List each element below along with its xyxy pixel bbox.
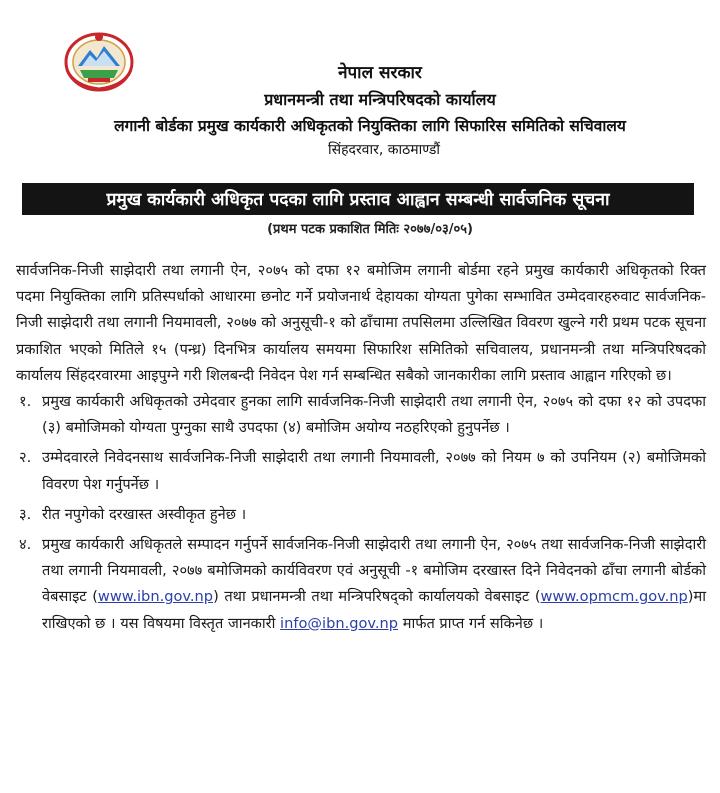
item-number: २.: [19, 449, 32, 467]
office-address: सिंहदरवार, काठमाण्डौं: [328, 142, 440, 158]
office-name: प्रधानमन्त्री तथा मन्त्रिपरिषदको कार्यालय: [264, 90, 496, 109]
secretariat-name: लगानी बोर्डका प्रमुख कार्यकारी अधिकृतको नियुक्तिका लागि सिफारिस समितिको सचिवालय: [114, 117, 626, 135]
opmcm-website-link[interactable]: www.opmcm.gov.np: [540, 588, 688, 606]
notice-header: [0, 0, 720, 165]
item-number: ४.: [19, 536, 32, 554]
item-text: रीत नपुगेको दरखास्त अस्वीकृत हुनेछ ।: [42, 505, 247, 523]
list-item: [16, 502, 706, 528]
item-text-part: ) तथा प्रधानमन्त्री तथा मन्त्रिपरिषद्को कार्यालयको वेबसाइट (: [213, 588, 541, 606]
item-text: उम्मेदवारले निवेदनसाथ सार्वजनिक-निजी साझेदारी तथा लगानी नियमावली, २०७७ को नियम ७ को उपनियम (२) बमोजिमको विवरण पेश गर्नुपर्नेछ ।: [42, 449, 706, 493]
info-email-link[interactable]: info@ibn.gov.np: [280, 614, 399, 632]
item-number: ३.: [19, 505, 32, 523]
list-item: [16, 389, 706, 441]
government-name: नेपाल सरकार: [338, 63, 422, 83]
list-item: [16, 532, 706, 637]
item-text-part: प्रमुख कार्यकारी अधिकृतले सम्पादन गर्नुपर्ने सार्वजनिक-निजी साझेदारी तथा लगानी ऐन, २०७५ तथा सार्वजनिक-निजी साझेदारी तथा लगानी नियमावली, २०७७ बमोजिमको कार्यविवरण एवं अनुसूची -१ बमोजिम दरखास्त दिने निवेदनको ढाँचा लगानी बोर्डको वेबसाइट (: [42, 536, 706, 606]
notice-title: प्रमुख कार्यकारी अधिकृत पदका लागि प्रस्ताव आह्वान सम्बन्धी सार्वजनिक सूचना: [22, 183, 694, 215]
notice-body: [16, 258, 706, 637]
item-text-part: )मा राखिएको छ । यस विषयमा विस्तृत जानकारी: [42, 588, 706, 632]
list-item: [16, 445, 706, 497]
item-number: १.: [19, 393, 32, 411]
publication-date: (प्रथम पटक प्रकाशित मितिः २०७७/०३/०५): [267, 222, 473, 237]
item-text: प्रमुख कार्यकारी अधिकृतको उमेदवार हुनका लागि सार्वजनिक-निजी साझेदारी तथा लगानी ऐन, २०७५ को दफा १२ को उपदफा (३) बमोजिमको योग्यता पुग्नुका साथै उपदफा (४) बमोजिम अयोग्य नठहरिएको हुनुपर्नेछ ।: [42, 393, 706, 437]
item-text-part: मार्फत प्राप्त गर्न सकिनेछ ।: [398, 614, 544, 632]
ibn-website-link[interactable]: www.ibn.gov.np: [97, 588, 214, 606]
requirements-list: [16, 389, 706, 637]
intro-paragraph: सार्वजनिक-निजी साझेदारी तथा लगानी ऐन, २०७५ को दफा १२ बमोजिम लगानी बोर्डमा रहने प्रमुख कार्यकारी अधिकृतको रिक्त पदमा नियुक्तिका लागि प्रतिस्पर्धाको आधारमा छनोट गर्ने प्रयोजनार्थ देहायका योग्यता पुगेका सम्भावित उम्मेदवारहरुवाट सार्वजनिक-निजी साझेदारी तथा लगानी नियमावली, २०७७ को अनुसूची-१ को ढाँचामा तपसिलमा उल्लिखित विवरण खुल्ने गरी प्रथम पटक सूचना प्रकाशित भएको मितिले १५ (पन्ध्र) दिनभित्र कार्यालय समयमा सिफारिश समितिको सचिवालय, प्रधानमन्त्री तथा मन्त्रिपरिषदको कार्यालय सिंहदरवारमा आइपुग्ने गरी शिलबन्दी निवेदन पेश गर्न सम्बन्धित सबैको जानकारीका लागि प्रस्ताव आह्वान गरिएको छ।: [16, 262, 706, 384]
